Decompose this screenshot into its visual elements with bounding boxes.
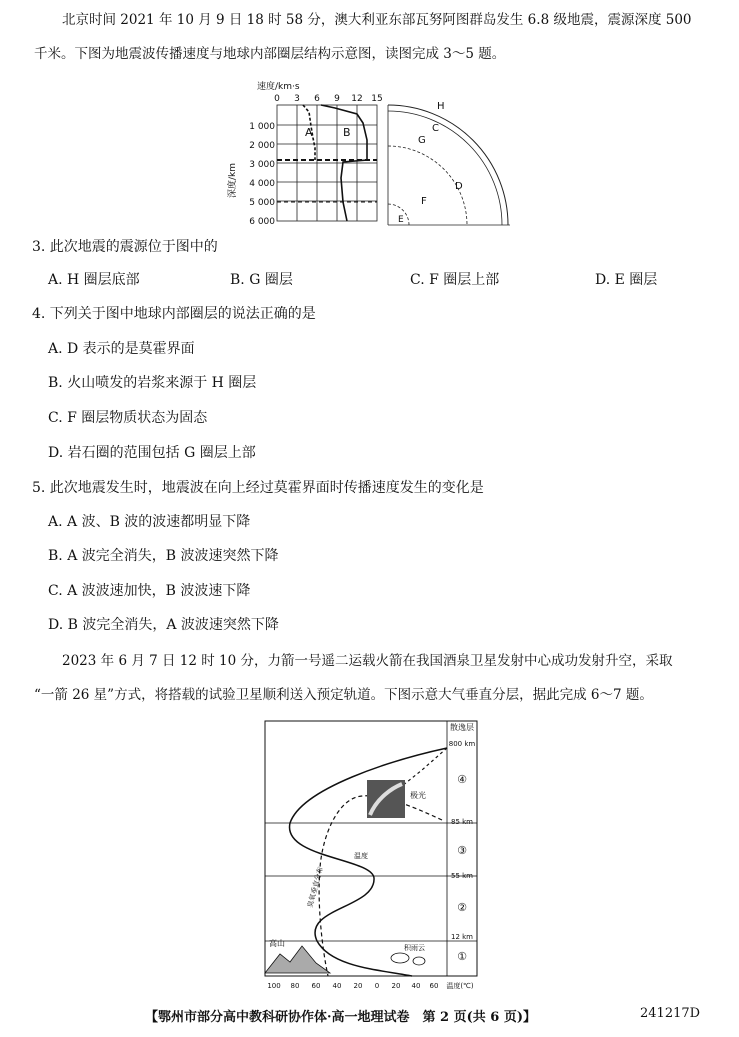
temperature-ticks bbox=[267, 982, 438, 990]
intro-paragraph-1-line-2: 千米。下图为地震波传播速度与地球内部圈层结构示意图，读图完成 3～5 题。 bbox=[34, 46, 506, 62]
layer-f-label: F bbox=[421, 196, 427, 207]
height-800-label: 800 km bbox=[448, 740, 476, 748]
layer-2-number: ② bbox=[457, 901, 467, 914]
depth-axis-label: 深度/km bbox=[228, 162, 238, 198]
speed-ticks bbox=[274, 94, 383, 104]
height-85-label: 85 km bbox=[450, 818, 474, 826]
x-tick: 60 bbox=[311, 982, 321, 990]
layer-4-number: ④ bbox=[457, 773, 467, 786]
x-tick: 20 bbox=[391, 982, 401, 990]
question-5-option-a: A. A 波、B 波的波速都明显下降 bbox=[48, 514, 251, 530]
height-12-label: 12 km bbox=[450, 933, 474, 941]
y-tick: 2 000 bbox=[249, 141, 275, 151]
question-3-option-d: D. E 圈层 bbox=[595, 272, 658, 288]
x-tick: 0 bbox=[274, 94, 280, 104]
layer-d-label: D bbox=[455, 181, 463, 192]
question-5-stem: 5. 此次地震发生时，地震波在向上经过莫霍界面时传播速度发生的变化是 bbox=[32, 480, 484, 496]
y-tick: 6 000 bbox=[249, 217, 275, 227]
depth-ticks bbox=[249, 122, 275, 227]
x-tick: 60 bbox=[429, 982, 439, 990]
temperature-unit-label: 温度(℃) bbox=[446, 982, 474, 990]
atmosphere-figure bbox=[262, 718, 480, 1000]
footer-code: 241217D bbox=[640, 1006, 701, 1021]
height-55-label: 55 km bbox=[450, 872, 474, 880]
x-tick: 40 bbox=[411, 982, 421, 990]
x-tick: 20 bbox=[353, 982, 363, 990]
aurora-label: 极光 bbox=[410, 791, 426, 800]
question-3-option-b: B. G 圈层 bbox=[230, 272, 293, 288]
speed-axis-label: 速度/km·s bbox=[257, 82, 300, 92]
intro-paragraph-1-line-1: 北京时间 2021 年 10 月 9 日 18 时 58 分，澳大利亚东部瓦努阿图群岛发生 6.8 级地震，震源深度 500 bbox=[62, 12, 692, 28]
question-4-option-b: B. 火山喷发的岩浆来源于 H 圈层 bbox=[48, 375, 257, 391]
intro-paragraph-2-line-2: “一箭 26 星”方式，将搭载的试验卫星顺利送入预定轨道。下图示意大气垂直分层，据此完成 6～7 题。 bbox=[34, 687, 653, 703]
wave-b-label: B bbox=[343, 126, 351, 139]
question-3-option-a: A. H 圈层底部 bbox=[48, 272, 140, 288]
cloud-label: 积雨云 bbox=[404, 944, 425, 952]
x-tick: 40 bbox=[332, 982, 342, 990]
layer-g-label: G bbox=[418, 135, 426, 146]
layer-h-label: H bbox=[437, 101, 445, 112]
question-5-option-b: B. A 波完全消失，B 波波速突然下降 bbox=[48, 548, 279, 564]
wave-a-label: A bbox=[305, 126, 313, 139]
x-tick: 80 bbox=[290, 982, 300, 990]
y-tick: 1 000 bbox=[249, 122, 275, 132]
question-4-option-a: A. D 表示的是莫霍界面 bbox=[48, 341, 195, 357]
question-4-option-d: D. 岩石圈的范围包括 G 圈层上部 bbox=[48, 445, 256, 461]
y-tick: 3 000 bbox=[249, 160, 275, 170]
question-4-option-c: C. F 圈层物质状态为固态 bbox=[48, 410, 208, 426]
question-4-stem: 4. 下列关于图中地球内部圈层的说法正确的是 bbox=[32, 306, 316, 322]
seismic-figure bbox=[225, 78, 515, 228]
mountain-label: 高山 bbox=[269, 939, 285, 948]
x-tick: 12 bbox=[351, 94, 363, 104]
y-tick: 4 000 bbox=[249, 179, 275, 189]
layer-1-number: ① bbox=[457, 950, 467, 963]
x-tick: 6 bbox=[314, 94, 320, 104]
y-tick: 5 000 bbox=[249, 198, 275, 208]
question-5-option-c: C. A 波波速加快，B 波波速下降 bbox=[48, 583, 251, 599]
x-tick: 9 bbox=[334, 94, 340, 104]
x-tick: 100 bbox=[267, 982, 281, 990]
atmosphere-frame bbox=[265, 721, 477, 976]
ozone-curve-label: 臭氧垂直分布 bbox=[306, 865, 325, 909]
exosphere-label: 散逸层 bbox=[450, 723, 474, 732]
question-3-stem: 3. 此次地震的震源位于图中的 bbox=[32, 239, 218, 255]
x-tick: 15 bbox=[371, 94, 383, 104]
temperature-curve-label: 温度 bbox=[354, 852, 368, 860]
question-5-option-d: D. B 波完全消失，A 波波速突然下降 bbox=[48, 617, 279, 633]
question-3-option-c: C. F 圈层上部 bbox=[410, 272, 500, 288]
x-tick: 0 bbox=[374, 982, 380, 990]
layer-c-label: C bbox=[432, 123, 439, 134]
x-tick: 3 bbox=[294, 94, 300, 104]
footer-title: 【鄂州市部分高中教科研协作体·高一地理试卷 第 2 页(共 6 页)】 bbox=[145, 1010, 537, 1025]
earth-layers-diagram bbox=[388, 105, 510, 225]
intro-paragraph-2-line-1: 2023 年 6 月 7 日 12 时 10 分，力箭一号遥二运载火箭在我国酒泉卫星发射中心成功发射升空，采取 bbox=[62, 653, 673, 669]
layer-e-label: E bbox=[398, 215, 404, 225]
layer-3-number: ③ bbox=[457, 844, 467, 857]
